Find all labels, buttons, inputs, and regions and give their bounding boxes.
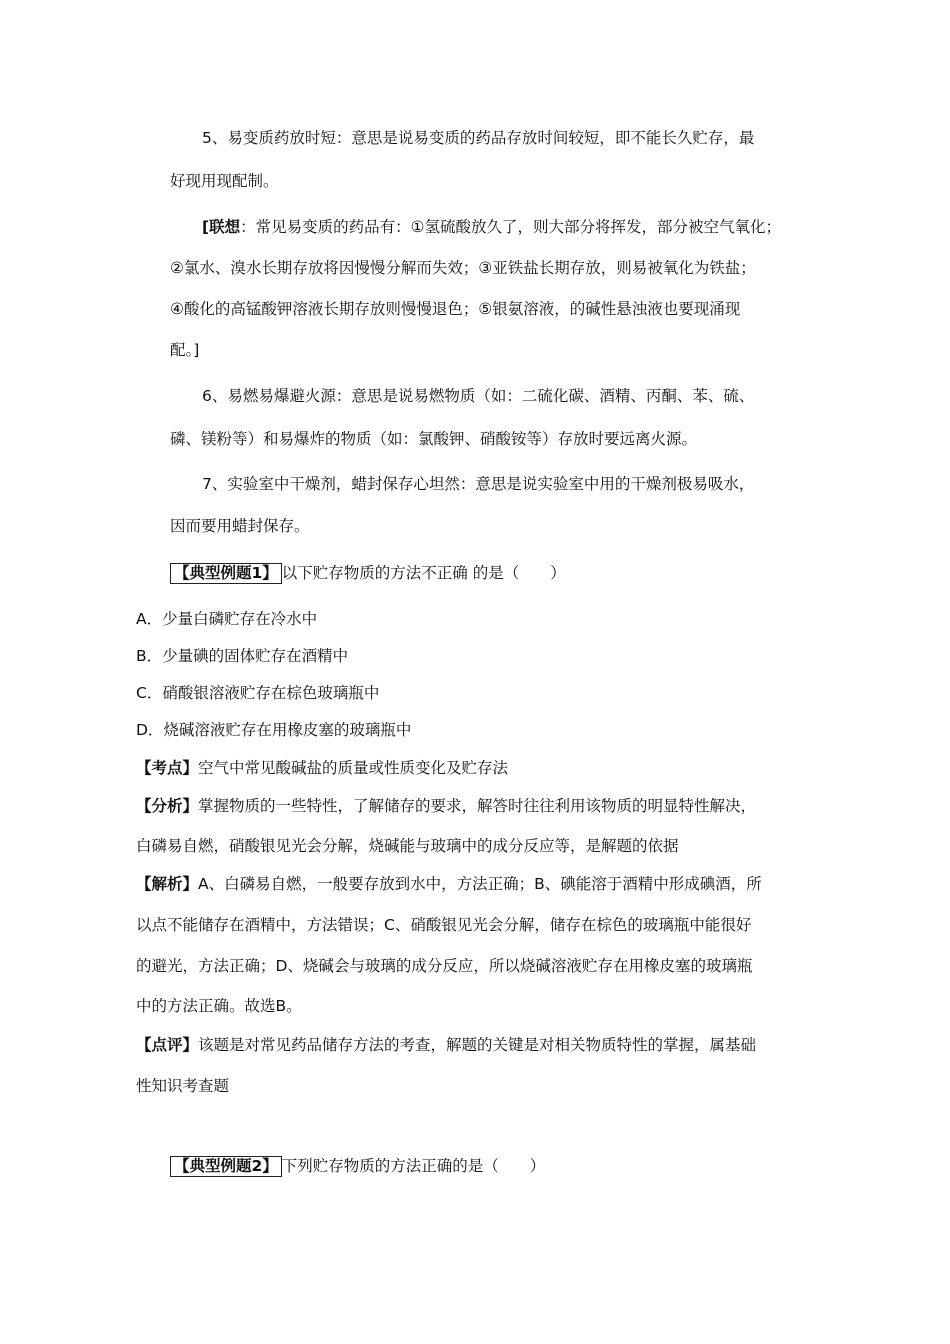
example2-question: 下列贮存物质的方法正确的是（ ）: [281, 1157, 546, 1175]
association-line1-rest: ：常见易变质的药品有：①氢硫酸放久了，则大部分将挥发，部分被空气氧化；: [240, 218, 781, 236]
dianping-line2: 性知识考查题: [136, 1077, 230, 1095]
dianping-line1: [136, 1034, 756, 1056]
kaodian-label: 【考点】: [136, 759, 199, 777]
option-b: B．少量碘的固体贮存在酒精中: [136, 647, 349, 665]
fenxi-text1: 掌握物质的一些特性，了解储存的要求，解答时往往利用该物质的明显特性解决，: [198, 797, 757, 815]
association-line2: ②氯水、溴水长期存放将因慢慢分解而失效；③亚铁盐长期存放，则易被氧化为铁盐；: [170, 259, 756, 277]
section7-line2: 因而要用蜡封保存。: [170, 517, 310, 535]
jiexi-line2: 以点不能储存在酒精中，方法错误；C、硝酸银见光会分解，储存在棕色的玻璃瓶中能很好: [136, 916, 752, 934]
association-line1: [202, 216, 781, 238]
option-d: D．烧碱溶液贮存在用橡皮塞的玻璃瓶中: [136, 721, 412, 739]
jiexi-line3: 的避光，方法正确；D、烧碱会与玻璃的成分反应，所以烧碱溶液贮存在用橡皮塞的玻璃瓶: [136, 957, 753, 975]
example1-tag: 【典型例题1】: [170, 563, 282, 584]
section6-line2: 磷、镁粉等）和易爆炸的物质（如：氯酸钾、硝酸铵等）存放时要远离火源。: [170, 430, 698, 448]
example2-question-line: [170, 1155, 545, 1177]
example2-tag: 【典型例题2】: [170, 1156, 282, 1177]
jiexi-line4: 中的方法正确。故选B。: [136, 997, 302, 1015]
dianping-label: 【点评】: [136, 1036, 199, 1054]
association-line3: ④酸化的高锰酸钾溶液长期存放则慢慢退色；⑤银氨溶液，的碱性悬浊液也要现涌现: [170, 300, 741, 318]
example1-question: 以下贮存物质的方法不正确 的是（ ）: [281, 564, 566, 582]
association-line4: 配。]: [170, 341, 200, 359]
jiexi-text1: A、白磷易自燃，一般要存放到水中，方法正确；B、碘能溶于酒精中形成碘酒，所: [198, 875, 762, 893]
example1-question-line: [170, 562, 566, 584]
kaodian-line: [136, 757, 508, 779]
section6-line1: 6、易燃易爆避火源：意思是说易燃物质（如：二硫化碳、酒精、丙酮、苯、硫、: [202, 387, 755, 405]
section5-line1: 5、易变质药放时短：意思是说易变质的药品存放时间较短，即不能长久贮存，最: [202, 129, 755, 147]
section7-line1: 7、实验室中干燥剂，蜡封保存心坦然：意思是说实验室中用的干燥剂极易吸水，: [202, 475, 755, 493]
section5-line2: 好现用现配制。: [170, 172, 279, 190]
option-c: C．硝酸银溶液贮存在棕色玻璃瓶中: [136, 684, 380, 702]
association-prefix: [联想: [202, 218, 241, 236]
fenxi-line1: [136, 795, 756, 817]
jiexi-label: 【解析】: [136, 875, 199, 893]
kaodian-text: 空气中常见酸碱盐的质量或性质变化及贮存法: [198, 759, 509, 777]
option-a: A．少量白磷贮存在冷水中: [136, 610, 318, 628]
dianping-text1: 该题是对常见药品储存方法的考查，解题的关键是对相关物质特性的掌握，属基础: [198, 1036, 757, 1054]
fenxi-line2: 白磷易自燃，硝酸银见光会分解，烧碱能与玻璃中的成分反应等，是解题的依据: [136, 837, 679, 855]
fenxi-label: 【分析】: [136, 797, 199, 815]
jiexi-line1: [136, 873, 762, 895]
